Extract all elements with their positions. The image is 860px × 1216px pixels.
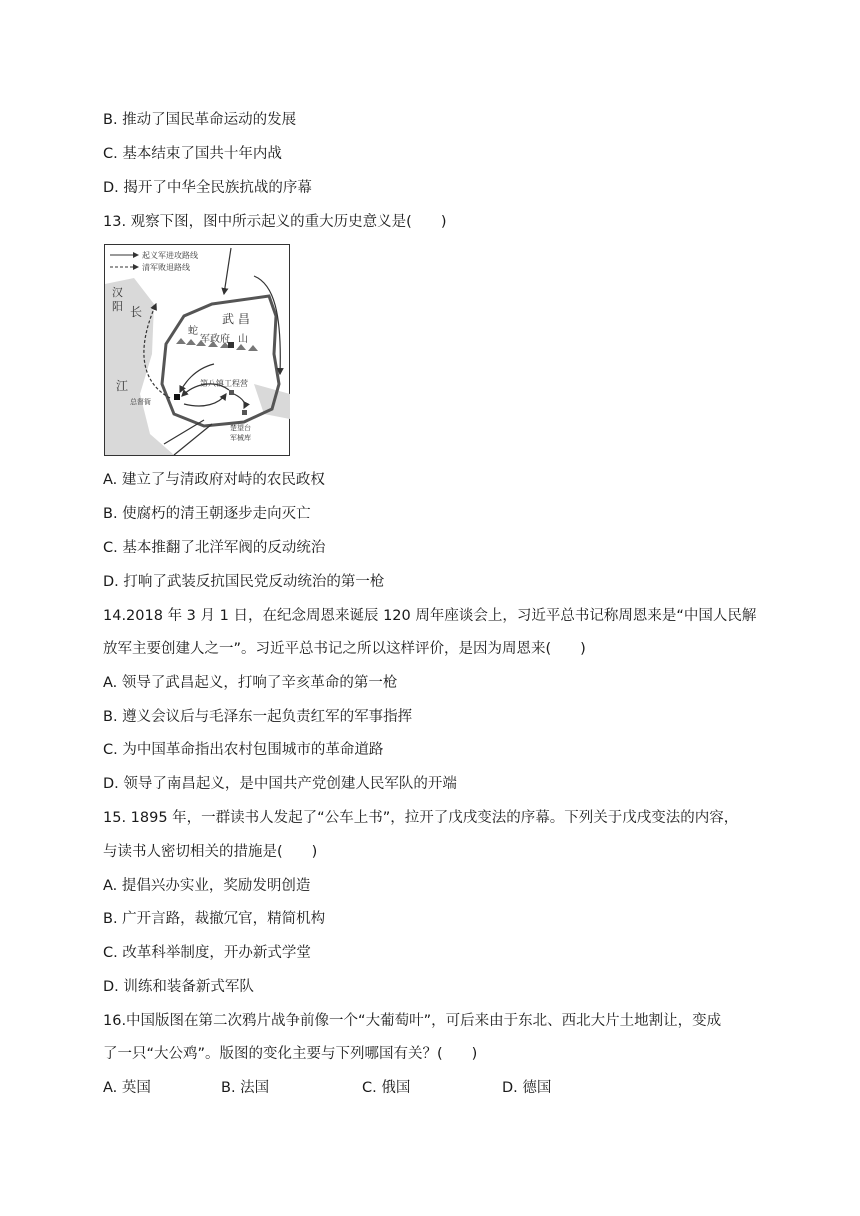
q15-option-c: C. 改革科举制度，开办新式学堂: [103, 945, 311, 961]
q16-option-d: D. 德国: [502, 1080, 552, 1096]
viceroy-office-marker: [174, 394, 180, 400]
q14-stem-line1: 14.2018 年 3 月 1 日，在纪念周恩来诞辰 120 周年座谈会上，习近平总书记称周恩来是“中国人民解: [103, 608, 757, 624]
map-label-wuchang: 武 昌: [222, 312, 250, 326]
q15-option-a: A. 提倡兴办实业，奖励发明创造: [103, 878, 311, 894]
q12-option-b: B. 推动了国民革命运动的发展: [103, 112, 297, 128]
q12-option-d: D. 揭开了中华全民族抗战的序幕: [103, 180, 312, 196]
legend-retreat-label: 清军败退路线: [142, 263, 190, 272]
legend-attack-label: 起义军进攻路线: [142, 251, 198, 260]
q15-stem-line1: 15. 1895 年，一群读书人发起了“公车上书”，拉开了戊戌变法的序幕。下列关于戊戌变法的内容，: [103, 810, 739, 826]
q12-option-c: C. 基本结束了国共十年内战: [103, 146, 282, 162]
q13-option-c: C. 基本推翻了北洋军阀的反动统治: [103, 540, 326, 556]
q13-option-d: D. 打响了武装反抗国民党反动统治的第一枪: [103, 574, 385, 590]
q16-stem-line2: 了一只“大公鸡”。版图的变化主要与下列哪国有关？( ): [103, 1046, 478, 1062]
q15-option-b: B. 广开言路，裁撤冗官，精简机构: [103, 911, 326, 927]
map-label-armory: 军械库: [230, 434, 251, 442]
q14-option-a: A. 领导了武昌起义，打响了辛亥革命的第一枪: [103, 675, 398, 691]
q16-option-c: C. 俄国: [362, 1080, 411, 1096]
map-label-engineering-camp: 第八镇工程营: [200, 379, 248, 388]
q16-option-b: B. 法国: [221, 1080, 270, 1096]
map-label-she: 蛇: [188, 326, 198, 337]
q16-stem-line1: 16.中国版图在第二次鸦片战争前像一个“大葡萄叶”，可后来由于东北、西北大片土地割让，变成: [103, 1013, 722, 1029]
map-label-viceroy-office: 总督衙: [130, 398, 151, 406]
map-label-junzhengfu: 军政府: [200, 334, 230, 345]
q14-option-d: D. 领导了南昌起义，是中国共产党创建人民军队的开端: [103, 776, 457, 792]
map-label-jiang: 江: [116, 379, 129, 393]
q13-option-a: A. 建立了与清政府对峙的农民政权: [103, 472, 325, 488]
q13-stem: 13. 观察下图，图中所示起义的重大历史意义是( ): [103, 214, 447, 230]
map-label-yang: 阳: [112, 300, 123, 313]
q13-option-b: B. 使腐朽的清王朝逐步走向灭亡: [103, 506, 311, 522]
wuchang-uprising-map: [104, 244, 290, 456]
map-label-chang: 长: [130, 305, 143, 319]
engineering-camp-marker: [229, 390, 234, 395]
q15-option-d: D. 训练和装备新式军队: [103, 979, 254, 995]
map-label-shan: 山: [238, 334, 248, 345]
map-graphic: [104, 244, 290, 456]
map-label-chuwangtai: 楚望台: [230, 424, 251, 432]
q16-options: [103, 1078, 551, 1098]
armory-marker: [242, 410, 247, 415]
q14-option-b: B. 遵义会议后与毛泽东一起负责红军的军事指挥: [103, 709, 413, 725]
q14-option-c: C. 为中国革命指出农村包围城市的革命道路: [103, 742, 384, 758]
q14-stem-line2: 放军主要创建人之一”。习近平总书记之所以这样评价，是因为周恩来( ): [103, 641, 586, 657]
q15-stem-line2: 与读书人密切相关的措施是( ): [103, 844, 318, 860]
map-label-han: 汉: [112, 286, 123, 299]
q16-option-a: A. 英国: [103, 1080, 151, 1096]
